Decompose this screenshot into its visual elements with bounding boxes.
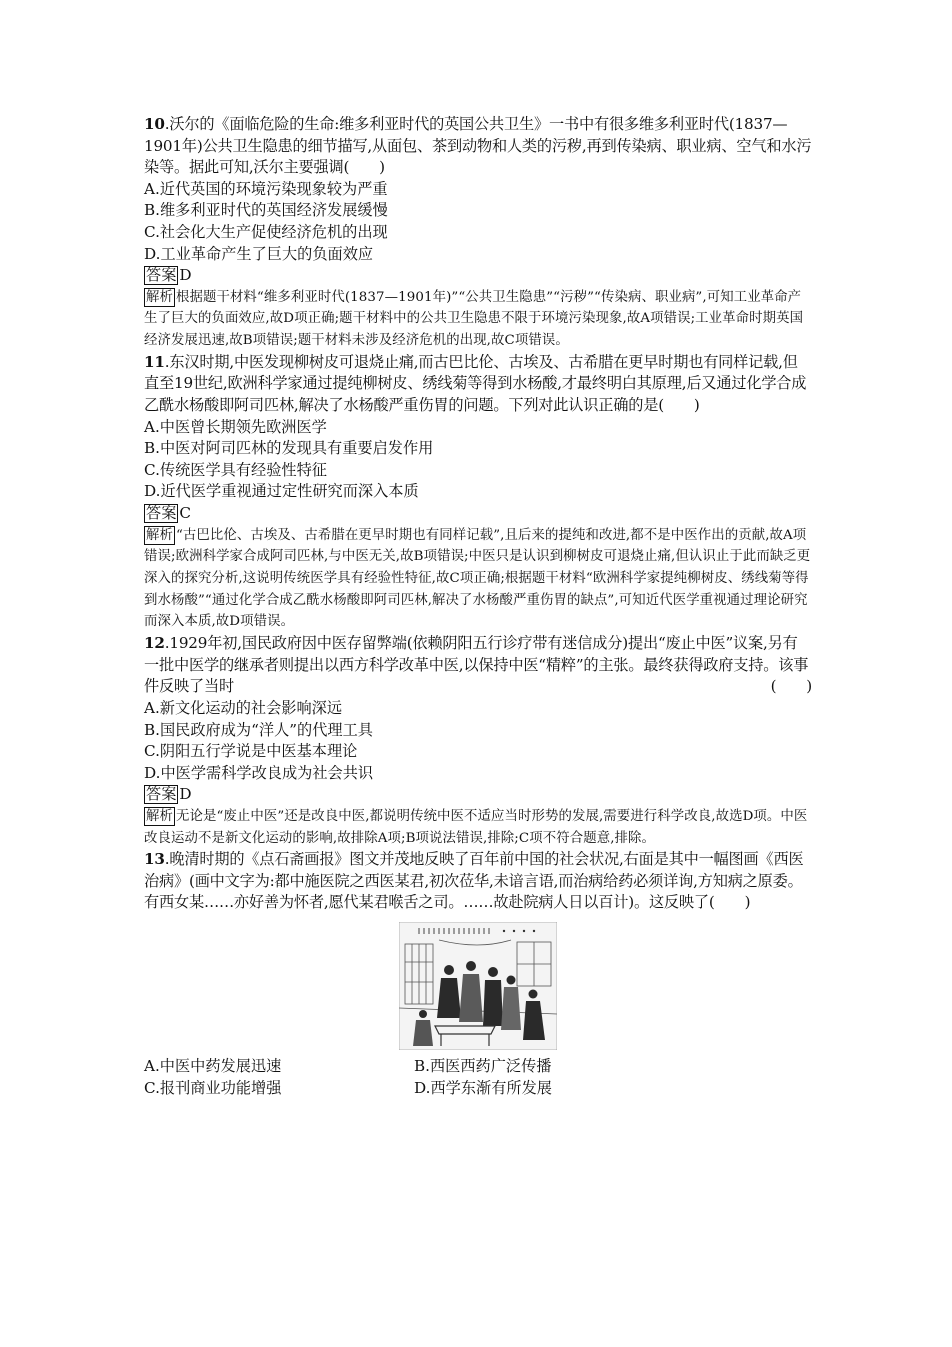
answer-tag: 答案: [146, 785, 177, 804]
option-c: C.社会化大生产促使经济危机的出现: [144, 222, 388, 241]
question-stem: .晚清时期的《点石斋画报》图文并茂地反映了百年前中国的社会状况,右面是其中一幅图画《西医治病》(画中文字为:都中施医院之西医某君,初次莅华,未谙言语,而治病给药必须详询,方知病之原委。有西女某……亦好善为怀者,愿代某君喉舌之司。……故赴院病人日以百计)。这反映了( ): [144, 850, 804, 912]
question-11: [144, 352, 812, 417]
woodcut-illustration: [399, 922, 557, 1050]
explanation-text: “古巴比伦、古埃及、古希腊在更早时期也有同样记载”,且后来的提纯和改进,都不是中医作出的贡献,故A项错误;欧洲科学家合成阿司匹林,与中医无关,故B项错误;中医只是认识到柳树皮可退烧止痛,但认识止于此而缺乏更深入的探究分析,这说明传统医学具有经验性特征,故C项正确;根据题干材料“欧洲科学家提纯柳树皮、绣线菊等得到水杨酸”“通过化学合成乙酰水杨酸即阿司匹林,解决了水杨酸严重伤胃的缺点”,可知近代医学重视通过理论研究而深入本质,故D项错误。: [144, 527, 811, 630]
option-d: D.近代医学重视通过定性研究而深入本质: [144, 482, 419, 501]
option-b: B.中医对阿司匹林的发现具有重要启发作用: [144, 439, 434, 458]
document-page: [144, 114, 812, 1099]
option-b: B.国民政府成为“洋人”的代理工具: [144, 720, 373, 739]
explanation: [144, 806, 812, 849]
answer-tag: 答案: [146, 504, 177, 523]
option-c: C.报刊商业功能增强: [144, 1078, 282, 1097]
option-b: B.维多利亚时代的英国经济发展缓慢: [144, 201, 388, 220]
answer-line: [144, 784, 812, 806]
answer-value: C: [179, 504, 191, 523]
answer-tag: 答案: [146, 266, 177, 285]
question-stem: .沃尔的《面临危险的生命:维多利亚时代的英国公共卫生》一书中有很多维多利亚时代(1837—1901年)公共卫生隐患的细节描写,从面包、茶到动物和人类的污秽,再到传染病、职业病、空气和水污染等。据此可知,沃尔主要强调( ): [144, 115, 812, 177]
question-number: 13: [144, 850, 165, 869]
explanation-tag: 解析: [146, 808, 173, 824]
question-stem: .1929年初,国民政府因中医存留弊端(依赖阴阳五行诊疗带有迷信成分)提出“废止中医”议案,另有一批中医学的继承者则提出以西方科学改革中医,以保持中医“精粹”的主张。最终获得政府支持。该事件反映了当时: [144, 634, 809, 696]
question-number: 10: [144, 115, 165, 133]
option-d: D.西学东渐有所发展: [414, 1078, 552, 1097]
explanation: [144, 525, 812, 634]
explanation: [144, 287, 812, 352]
illustration-figure: [144, 922, 812, 1050]
option-a: A.中医曾长期领先欧洲医学: [144, 417, 327, 436]
option-c: C.传统医学具有经验性特征: [144, 460, 327, 479]
answer-value: D: [179, 785, 192, 804]
question-10: [144, 114, 812, 179]
answer-blank: ( ): [770, 677, 812, 696]
options-grid: [144, 1056, 812, 1099]
option-b: B.西医西药广泛传播: [414, 1057, 552, 1076]
option-c: C.阴阳五行学说是中医基本理论: [144, 742, 358, 761]
explanation-tag: 解析: [146, 289, 173, 305]
option-d: D.中医学需科学改良成为社会共识: [144, 763, 374, 782]
answer-value: D: [179, 266, 192, 285]
option-a: A.新文化运动的社会影响深远: [144, 698, 343, 717]
question-stem: .东汉时期,中医发现柳树皮可退烧止痛,而古巴比伦、古埃及、古希腊在更早时期也有同样记载,但直至19世纪,欧洲科学家通过提纯柳树皮、绣线菊等得到水杨酸,才最终明白其原理,后又通过化学合成乙酰水杨酸即阿司匹林,解决了水杨酸严重伤胃的问题。下列对此认识正确的是( ): [144, 352, 807, 415]
explanation-text: 无论是“废止中医”还是改良中医,都说明传统中医不适应当时形势的发展,需要进行科学改良,故选D项。中医改良运动不是新文化运动的影响,故排除A项;B项说法错误,排除;C项不符合题意,排除。: [144, 808, 808, 846]
answer-line: [144, 265, 812, 287]
option-a: A.中医中药发展迅速: [144, 1057, 282, 1076]
explanation-text: 根据题干材料“维多利亚时代(1837—1901年)”“公共卫生隐患”“污秽”“传染病、职业病”,可知工业革命产生了巨大的负面效应,故D项正确;题干材料中的公共卫生隐患不限于环境污染现象,故A项错误;工业革命时期英国经济发展迅速,故B项错误;题干材料未涉及经济危机的出现,故C项错误。: [144, 289, 804, 349]
option-d: D.工业革命产生了巨大的负面效应: [144, 244, 374, 263]
answer-line: [144, 503, 812, 525]
question-12: [144, 633, 812, 698]
question-13: [144, 849, 812, 914]
question-number: 11: [144, 352, 165, 371]
question-number: 12: [144, 634, 165, 653]
option-a: A.近代英国的环境污染现象较为严重: [144, 179, 388, 198]
explanation-tag: 解析: [146, 527, 173, 543]
